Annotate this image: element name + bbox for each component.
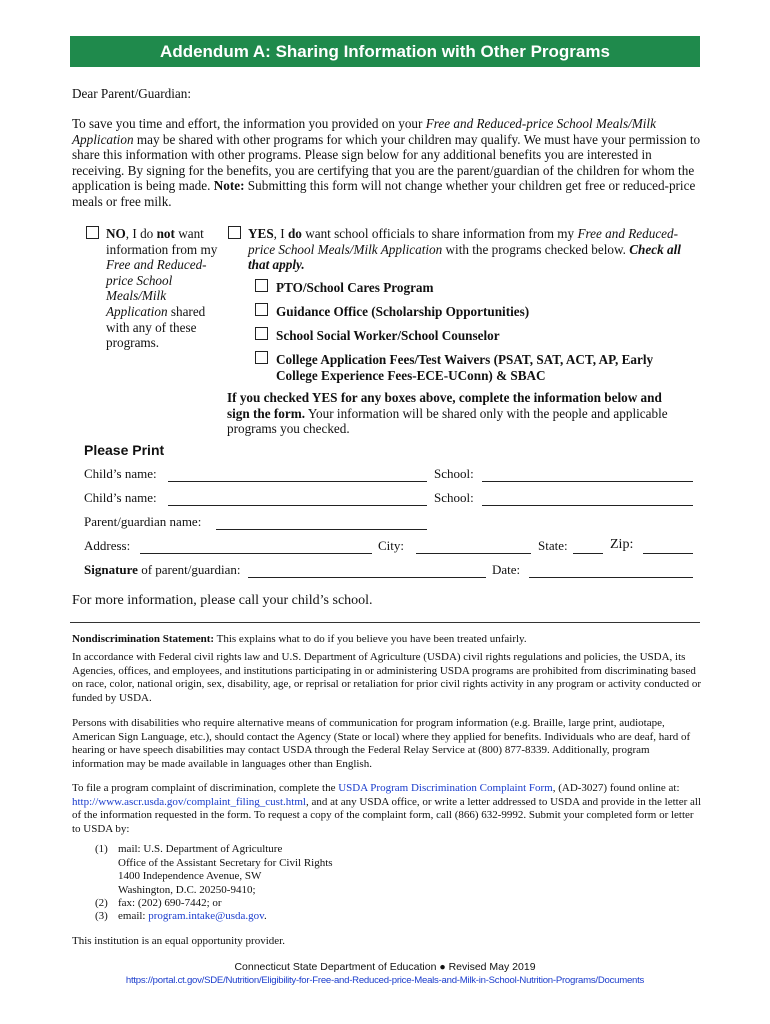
- yes-checkbox[interactable]: [228, 226, 241, 239]
- mail-line-1: mail: U.S. Department of Agriculture: [118, 843, 283, 855]
- footer-department: Connecticut State Department of Education ● Revised May 2019: [234, 961, 536, 973]
- child-name-label-2: Child’s name:: [84, 490, 157, 505]
- yes-text-2: want school officials to share information from my: [301, 226, 578, 241]
- email-end: .: [263, 910, 267, 922]
- form-title: Addendum A: Sharing Information with Other Programs: [160, 41, 610, 61]
- city-label: City:: [378, 538, 405, 553]
- fax-line: fax: (202) 690-7442; or: [118, 897, 222, 909]
- yes-option-text: [248, 226, 698, 273]
- school-label-1: School:: [434, 466, 474, 481]
- nondiscrimination-label: Nondiscrimination Statement:: [72, 633, 215, 645]
- equal-opportunity-statement: This institution is an equal opportunity provider.: [72, 935, 285, 947]
- program-label-college: College Application Fees/Test Waivers (PSAT, SAT, ACT, AP, Early College Experience Fees-ECE-UConn) & SBAC: [276, 352, 654, 383]
- program-checkbox-guidance[interactable]: [255, 303, 268, 316]
- list-number-2: (2): [95, 897, 108, 909]
- complaint-form-link[interactable]: USDA Program Discrimination Complaint Form: [338, 782, 553, 794]
- section-divider: [70, 622, 700, 623]
- date-label: Date:: [492, 562, 521, 577]
- mail-line-3: 1400 Independence Avenue, SW: [118, 870, 262, 883]
- complaint-url-link[interactable]: http://www.ascr.usda.gov/complaint_filing_cust.html: [72, 795, 306, 808]
- intro-text-3: may be shared with other programs for which your children may qualify. We must have your permission to share this information with other programs. Please sign below for any additional benefits you are interested in receiving. By signing for the benefits, you are certifying that you are the parent/guardian of the children for whom the application is being made.: [72, 131, 701, 194]
- footer-url-link[interactable]: https://portal.ct.gov/SDE/Nutrition/Eligibility-for-Free-and-Reduced-price-Meals-and-Milk-in-School-Nutrition-Programs/Documents: [125, 975, 645, 986]
- list-number-3: (3): [95, 910, 108, 922]
- yes-check-all: Check all that apply.: [248, 241, 681, 273]
- p3-text-c: , and at any USDA office, or write a letter addressed to USDA and provide in the letter all of the information requested in the form. To request a copy of the complaint form, call (866) 632-9992. Submit your completed form or letter to USDA by:: [72, 795, 702, 835]
- intro-text-1: To save you time and effort, the information you provided on your: [72, 116, 426, 131]
- signature-label: [84, 562, 240, 578]
- program-checkbox-pto[interactable]: [255, 279, 268, 292]
- nondiscrimination-paragraph-2: Persons with disabilities who require alternative means of communication for program information (e.g. Braille, large print, audiotape, American Sign Language, etc.), should contact the Agency (State or local) where they applied for benefits. Individuals who are deaf, hard of hearing or have speech disabilities may contact USDA through the Federal Relay Service at (800) 877-8339. Additionally, program information may be made available in languages other than English.: [72, 717, 691, 770]
- address-field[interactable]: [140, 553, 372, 554]
- email-line: [118, 910, 267, 924]
- p3-text-a: To file a program complaint of discrimination, complete the: [72, 782, 339, 794]
- email-label: email:: [118, 910, 149, 922]
- if-yes-bold: If you checked YES for any boxes above, complete the information below and sign the form.: [227, 390, 662, 421]
- parent-name-label: Parent/guardian name:: [84, 514, 202, 529]
- yes-do: do: [287, 226, 302, 241]
- state-label: State:: [538, 538, 568, 553]
- mail-line-2: Office of the Assistant Secretary for Civil Rights: [118, 856, 333, 869]
- program-label-social-worker: School Social Worker/School Counselor: [276, 328, 500, 343]
- program-checkbox-college[interactable]: [255, 351, 268, 364]
- date-field[interactable]: [529, 577, 693, 578]
- greeting: Dear Parent/Guardian:: [72, 86, 192, 101]
- signature-field[interactable]: [248, 577, 486, 578]
- signature-rest: of parent/guardian:: [137, 562, 241, 577]
- program-label-pto: PTO/School Cares Program: [276, 280, 434, 295]
- nondiscrimination-paragraph-1: In accordance with Federal civil rights law and U.S. Department of Agriculture (USDA) civil rights regulations and policies, the USDA, its Agencies, offices, and employees, and institutions participating in or administering USDA programs are prohibited from discriminating based on race, color, national origin, sex, disability, age, or reprisal or retaliation for prior civil rights activity in any program or activity conducted or funded by USDA.: [72, 651, 702, 704]
- zip-field[interactable]: [643, 553, 693, 554]
- intro-paragraph: [72, 116, 702, 210]
- nondiscrimination-paragraph-3: [72, 782, 702, 836]
- school-label-2: School:: [434, 490, 474, 505]
- child-name-field-1[interactable]: [168, 481, 427, 482]
- yes-text-3: with the programs checked below.: [442, 241, 630, 257]
- if-yes-instructions: [227, 390, 687, 437]
- no-text-3: shared with any of these programs.: [106, 303, 206, 351]
- no-not: not: [156, 226, 175, 241]
- school-field-2[interactable]: [482, 505, 693, 506]
- city-field[interactable]: [416, 553, 531, 554]
- please-print-heading: Please Print: [84, 442, 165, 458]
- no-text-2: want information from my: [106, 226, 218, 257]
- list-number-1: (1): [95, 843, 108, 855]
- nondiscrimination-intro: This explains what to do if you believe you have been treated unfairly.: [214, 633, 527, 645]
- if-yes-rest: Your information will be shared only with the people and applicable programs you checked.: [227, 405, 668, 437]
- no-app-name: Free and Reduced-price School Meals/Milk Application: [106, 257, 207, 319]
- form-title-bar: [70, 36, 700, 67]
- yes-text-1: , I: [273, 226, 288, 241]
- mail-address: [118, 843, 333, 897]
- zip-label: Zip:: [610, 537, 634, 552]
- child-name-field-2[interactable]: [168, 505, 427, 506]
- parent-name-field[interactable]: [216, 529, 427, 530]
- email-link[interactable]: program.intake@usda.gov: [148, 910, 264, 922]
- yes-app-name: Free and Reduced-price School Meals/Milk Application: [248, 226, 679, 257]
- more-info-text: For more information, please call your child’s school.: [72, 593, 373, 608]
- intro-app-name: Free and Reduced-price School Meals/Milk Application: [72, 116, 656, 147]
- program-checkbox-social-worker[interactable]: [255, 327, 268, 340]
- mail-line-4: Washington, D.C. 20250-9410;: [118, 883, 256, 896]
- no-checkbox[interactable]: [86, 226, 99, 239]
- yes-label: YES: [248, 226, 274, 241]
- intro-text-4: Submitting this form will not change whether your children get free or reduced-price meals or free milk.: [72, 178, 696, 209]
- nondiscrimination-heading: [72, 633, 702, 647]
- state-field[interactable]: [573, 553, 603, 554]
- school-field-1[interactable]: [482, 481, 693, 482]
- p3-text-b: , (AD-3027) found online at:: [552, 782, 680, 794]
- no-option-text: [106, 226, 221, 351]
- signature-bold: Signature: [84, 562, 138, 577]
- child-name-label-1: Child’s name:: [84, 466, 157, 481]
- address-label: Address:: [84, 538, 131, 553]
- no-label: NO: [106, 226, 126, 241]
- no-text-1: , I do: [125, 226, 157, 241]
- intro-note-label: Note:: [213, 178, 245, 194]
- program-label-guidance: Guidance Office (Scholarship Opportunities): [276, 304, 530, 319]
